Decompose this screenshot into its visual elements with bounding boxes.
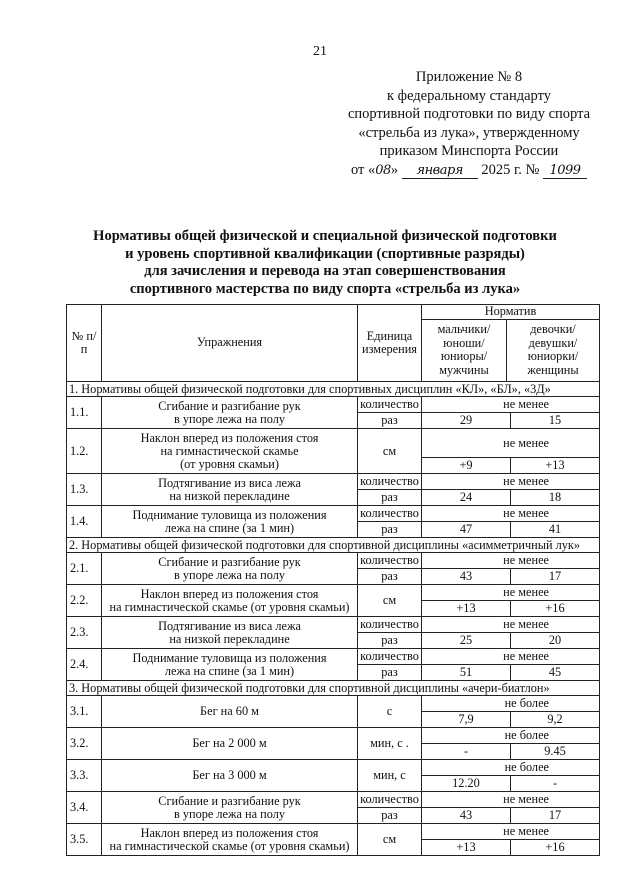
norm-condition: не более <box>504 760 549 774</box>
appendix-line: Приложение № 8 <box>415 69 523 85</box>
unit-cell: см <box>358 585 422 617</box>
exercise-line: лежа на спине (за 1 мин) <box>164 663 295 678</box>
exercise-cell <box>102 728 358 760</box>
date-year: 2025 г. № <box>481 161 540 178</box>
female-value: 20 <box>548 633 562 647</box>
row-number: 2.4. <box>67 649 102 681</box>
male-value: +13 <box>422 601 511 616</box>
exercise-line: Сгибание и разгибание рук <box>158 793 301 808</box>
female-value: 41 <box>548 522 562 536</box>
unit-cell: с <box>358 696 422 728</box>
exercise-line: лежа на спине (за 1 мин) <box>164 520 295 535</box>
exercise-line: Сгибание и разгибание рук <box>158 398 301 413</box>
exercise-cell <box>102 760 358 792</box>
exercise-line: Бег на 2 000 м <box>192 736 267 750</box>
exercise-line: в упоре лежа на полу <box>173 567 286 582</box>
unit-bottom: раз <box>358 664 421 680</box>
norm-condition: не менее <box>503 553 549 567</box>
female-value: +16 <box>545 840 565 854</box>
male-value: 43 <box>422 808 511 823</box>
norm-cell <box>422 553 600 585</box>
norm-condition: не менее <box>503 436 549 450</box>
norm-condition: не более <box>504 696 549 710</box>
unit-top: количество <box>360 474 419 488</box>
header-unit: Единица измерения <box>358 305 422 382</box>
male-value: 7,9 <box>422 712 511 727</box>
table-row <box>67 728 600 760</box>
unit-top: количество <box>360 506 419 520</box>
female-value: - <box>552 776 558 790</box>
exercise-cell <box>102 397 358 429</box>
male-value: 51 <box>422 665 511 680</box>
unit-cell <box>358 397 422 429</box>
table-row <box>67 429 600 474</box>
unit-cell <box>358 553 422 585</box>
appendix-line: «стрельба из лука», утвержденному <box>358 124 580 141</box>
header-norm: Норматив <box>422 305 600 320</box>
table-row <box>67 397 600 429</box>
female-value: 17 <box>548 569 562 583</box>
female-value: 45 <box>548 665 562 679</box>
norm-values <box>422 711 599 727</box>
document-title <box>60 228 590 298</box>
female-value: 9.45 <box>544 744 566 758</box>
exercise-cell <box>102 824 358 856</box>
section-header-row <box>67 681 600 696</box>
norm-values <box>422 632 599 648</box>
title-line: спортивного мастерства по виду спорта «стрельба из лука» <box>129 280 521 297</box>
unit-top: количество <box>360 553 419 567</box>
title-line: для зачисления и перевода на этап совершенствования <box>144 263 506 279</box>
appendix-line: приказом Минспорта России <box>379 143 559 159</box>
exercise-line: Поднимание туловища из положения <box>132 507 327 522</box>
norm-values <box>422 457 599 473</box>
table-row <box>67 553 600 585</box>
norm-cell <box>422 506 600 538</box>
exercise-line: в упоре лежа на полу <box>173 411 286 426</box>
norm-cell <box>422 585 600 617</box>
exercise-line: Наклон вперед из положения стоя <box>140 430 319 445</box>
row-number: 2.1. <box>67 553 102 585</box>
appendix-line: спортивной подготовки по виду спорта <box>347 106 591 122</box>
norm-cell <box>422 792 600 824</box>
male-value: +13 <box>422 840 511 855</box>
header-female: девочки/ девушки/ юниорки/ женщины <box>507 319 600 381</box>
norm-condition: не менее <box>503 585 549 599</box>
norm-values <box>422 521 599 537</box>
table-row <box>67 760 600 792</box>
exercise-line: Наклон вперед из положения стоя <box>140 586 319 601</box>
section-header-row <box>67 538 600 553</box>
male-value: 29 <box>422 413 511 428</box>
norm-cell <box>422 429 600 474</box>
norm-cell <box>422 696 600 728</box>
row-number: 3.4. <box>67 792 102 824</box>
exercise-cell <box>102 429 358 474</box>
unit-cell <box>358 474 422 506</box>
unit-top: количество <box>360 397 419 411</box>
appendix-date <box>330 161 608 181</box>
unit-top: количество <box>360 649 419 663</box>
exercise-line: Сгибание и разгибание рук <box>158 554 301 569</box>
row-number: 3.5. <box>67 824 102 856</box>
norm-cell <box>422 824 600 856</box>
row-number: 3.3. <box>67 760 102 792</box>
title-line: и уровень спортивной квалификации (спортивные разряды) <box>125 245 525 262</box>
male-value: - <box>422 744 511 759</box>
norm-values <box>422 600 599 616</box>
title-line: Нормативы общей физической и специальной физической подготовки <box>93 228 557 244</box>
unit-bottom: раз <box>358 568 421 584</box>
exercise-line: на гимнастической скамье <box>160 443 299 458</box>
date-month: января <box>402 164 478 179</box>
header-row <box>67 305 600 320</box>
exercise-cell <box>102 649 358 681</box>
exercise-line: на гимнастической скамье (от уровня скамьи) <box>109 599 350 614</box>
row-number: 2.2. <box>67 585 102 617</box>
norm-cell <box>422 474 600 506</box>
row-number: 3.1. <box>67 696 102 728</box>
section-title: 1. Нормативы общей физической подготовки для спортивных дисциплин «КЛ», «БЛ», «3Д» <box>67 382 600 397</box>
page-number: 21 <box>313 44 327 59</box>
norm-condition: не менее <box>503 617 549 631</box>
unit-bottom: раз <box>358 412 421 428</box>
table-row <box>67 506 600 538</box>
exercise-line: Подтягивание из виса лежа <box>158 618 301 633</box>
table-row <box>67 474 600 506</box>
norm-values <box>422 664 599 680</box>
female-value: +16 <box>545 601 565 615</box>
norm-condition: не более <box>504 728 549 742</box>
order-number: 1099 <box>543 164 587 179</box>
unit-top: количество <box>360 792 419 806</box>
unit-bottom: раз <box>358 521 421 537</box>
male-value: 43 <box>422 569 511 584</box>
exercise-cell <box>102 696 358 728</box>
exercise-line: на низкой перекладине <box>169 631 290 646</box>
female-value: 9,2 <box>547 712 563 726</box>
unit-top: количество <box>360 617 419 631</box>
row-number: 1.3. <box>67 474 102 506</box>
unit-cell: мин, с . <box>358 728 422 760</box>
section-title: 3. Нормативы общей физической подготовки для спортивной дисциплины «ачери-биатлон» <box>67 681 600 696</box>
row-number: 2.3. <box>67 617 102 649</box>
exercise-line: Подтягивание из виса лежа <box>158 475 301 490</box>
section-header-row <box>67 382 600 397</box>
appendix-line: к федеральному стандарту <box>387 87 551 104</box>
row-number: 1.1. <box>67 397 102 429</box>
female-value: 17 <box>548 808 562 822</box>
exercise-line: Поднимание туловища из положения <box>132 650 327 665</box>
norm-cell <box>422 397 600 429</box>
row-number: 1.4. <box>67 506 102 538</box>
exercise-cell <box>102 617 358 649</box>
unit-cell <box>358 649 422 681</box>
row-number: 1.2. <box>67 429 102 474</box>
date-day: 08 <box>375 162 391 178</box>
norm-condition: не менее <box>503 649 549 663</box>
unit-cell: см <box>358 824 422 856</box>
unit-cell: см <box>358 429 422 474</box>
norm-values <box>422 568 599 584</box>
norm-cell <box>422 617 600 649</box>
exercise-line: Бег на 60 м <box>200 704 259 718</box>
norm-condition: не менее <box>503 397 549 411</box>
exercise-cell <box>102 474 358 506</box>
male-value: 25 <box>422 633 511 648</box>
unit-cell <box>358 617 422 649</box>
table-row <box>67 696 600 728</box>
row-number: 3.2. <box>67 728 102 760</box>
header-num: № п/п <box>67 305 102 382</box>
norm-cell <box>422 760 600 792</box>
female-value: 18 <box>548 490 562 504</box>
male-value: 47 <box>422 522 511 537</box>
header-male: мальчики/ юноши/ юниоры/ мужчины <box>422 319 507 381</box>
unit-cell: мин, с <box>358 760 422 792</box>
exercise-cell <box>102 792 358 824</box>
norm-values <box>422 807 599 823</box>
exercise-cell <box>102 585 358 617</box>
unit-bottom: раз <box>358 489 421 505</box>
unit-cell <box>358 792 422 824</box>
appendix-block <box>330 68 608 180</box>
norm-condition: не менее <box>503 792 549 806</box>
exercise-line: Бег на 3 000 м <box>192 768 267 782</box>
male-value: 24 <box>422 490 511 505</box>
date-mid: » <box>390 161 399 178</box>
exercise-line: в упоре лежа на полу <box>173 806 286 821</box>
norm-values <box>422 743 599 759</box>
exercise-line: Наклон вперед из положения стоя <box>140 825 319 840</box>
norm-values <box>422 839 599 855</box>
date-prefix: от « <box>351 161 376 178</box>
table-row <box>67 649 600 681</box>
norm-cell <box>422 728 600 760</box>
norm-condition: не менее <box>503 474 549 488</box>
norm-values <box>422 412 599 428</box>
male-value: 12.20 <box>422 776 511 791</box>
exercise-line: на низкой перекладине <box>169 488 290 503</box>
table-row <box>67 824 600 856</box>
unit-cell <box>358 506 422 538</box>
male-value: +9 <box>422 458 511 473</box>
exercise-line: (от уровня скамьи) <box>180 456 279 471</box>
female-value: 15 <box>548 413 562 427</box>
section-title: 2. Нормативы общей физической подготовки для спортивной дисциплины «асимметричный лук» <box>67 538 600 553</box>
header-exercise: Упражнения <box>102 305 358 382</box>
unit-bottom: раз <box>358 807 421 823</box>
female-value: +13 <box>545 458 565 472</box>
table-row <box>67 617 600 649</box>
norm-condition: не менее <box>503 506 549 520</box>
exercise-line: на гимнастической скамье (от уровня скамьи) <box>109 838 350 853</box>
norm-values <box>422 489 599 505</box>
norms-table <box>66 304 600 856</box>
norm-cell <box>422 649 600 681</box>
norm-values <box>422 775 599 791</box>
exercise-cell <box>102 506 358 538</box>
norm-condition: не менее <box>503 824 549 838</box>
table-row <box>67 585 600 617</box>
table-row <box>67 792 600 824</box>
unit-bottom: раз <box>358 632 421 648</box>
exercise-cell <box>102 553 358 585</box>
